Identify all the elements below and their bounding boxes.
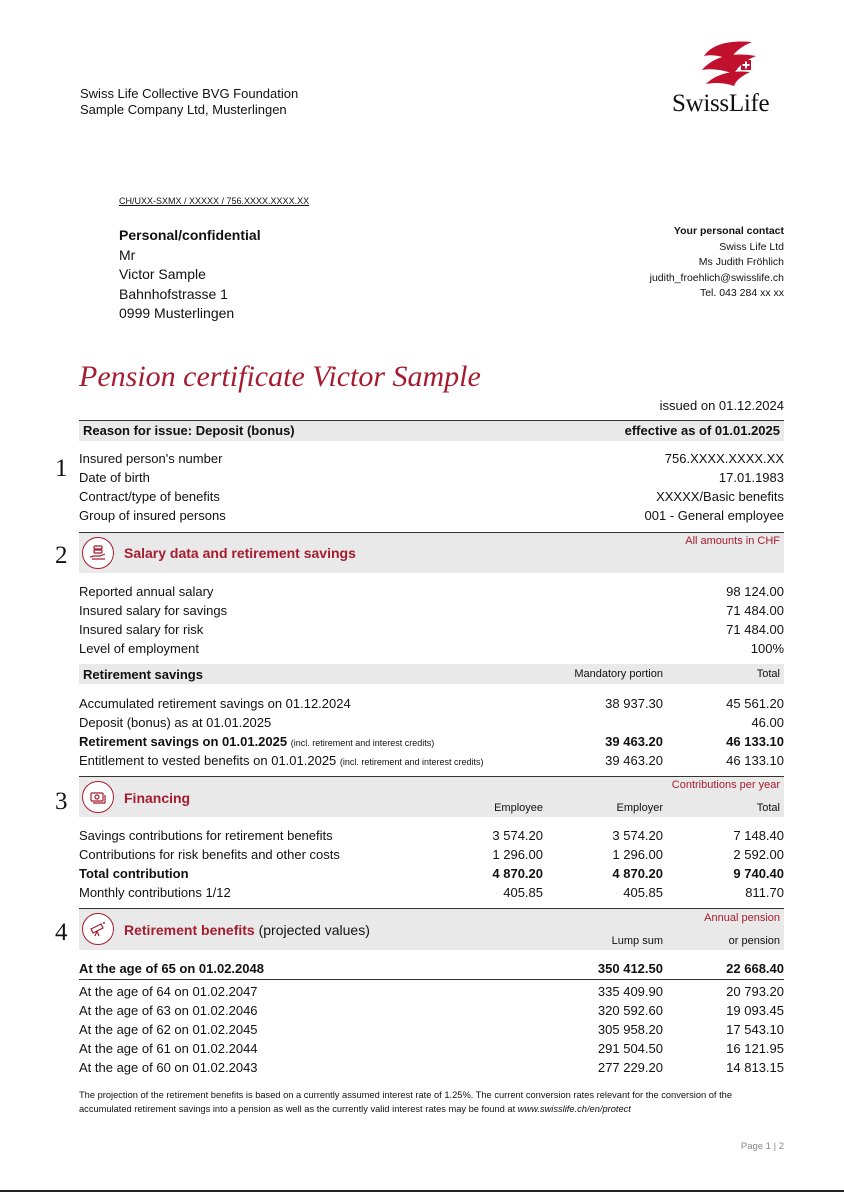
row-lump: 335 409.90 <box>597 984 663 999</box>
row-label-main: Retirement savings on 01.01.2025 <box>79 734 288 749</box>
contributions-note: Contributions per year <box>671 779 780 791</box>
financing-header <box>79 799 784 818</box>
sender-company: Sample Company Ltd, Musterlingen <box>80 102 287 117</box>
table-row <box>79 468 784 487</box>
recipient-name: Victor Sample <box>119 266 206 282</box>
section-number-3: 3 <box>55 788 68 815</box>
benefits-header <box>79 932 784 951</box>
recipient-street: Bahnhofstrasse 1 <box>119 285 228 302</box>
row-value: 71 484.00 <box>726 603 784 618</box>
col-total: Total <box>756 802 780 814</box>
row-value: 71 484.00 <box>726 622 784 637</box>
row-pension: 16 121.95 <box>726 1041 784 1056</box>
row-pension: 22 668.40 <box>726 961 784 976</box>
row-value: 001 - General employee <box>644 508 784 523</box>
col-employee: Employee <box>494 802 543 814</box>
footnote-link[interactable]: www.swisslife.ch/en/protect <box>517 1104 631 1114</box>
section-number-1: 1 <box>55 455 68 482</box>
benefits-title: Retirement benefits <box>124 922 255 938</box>
recipient-city: 0999 Musterlingen <box>119 305 235 321</box>
row-label: At the age of 62 on 01.02.2045 <box>79 1022 258 1037</box>
section-number-2: 2 <box>55 542 68 569</box>
row-mandatory: 38 937.30 <box>605 696 663 711</box>
swisslife-logo-mark <box>672 38 787 90</box>
table-row <box>79 1020 784 1039</box>
table-row <box>79 751 784 770</box>
row-label: Reported annual salary <box>79 584 214 599</box>
row-label: Total contribution <box>79 866 189 881</box>
footnote <box>79 1088 784 1116</box>
bottom-border <box>0 1190 844 1192</box>
row-label: At the age of 63 on 01.02.2046 <box>79 1003 258 1018</box>
row-label: Contract/type of benefits <box>79 489 220 504</box>
contact-heading: Your personal contact <box>673 225 784 237</box>
row-label-note: (incl. retirement and interest credits) <box>339 757 484 767</box>
recipient-address <box>119 226 261 324</box>
contact-company: Swiss Life Ltd <box>719 240 784 253</box>
row-employee: 405.85 <box>503 885 543 900</box>
savings-heading: Retirement savings <box>83 667 203 682</box>
table-row <box>79 982 784 1001</box>
row-label: Insured salary for savings <box>79 603 228 618</box>
row-employee: 1 296.00 <box>492 847 543 862</box>
col-employer: Employer <box>616 802 663 814</box>
contact-email[interactable]: judith_froehlich@swisslife.ch <box>649 271 784 284</box>
reason-row <box>79 421 784 440</box>
table-row <box>79 864 784 883</box>
row-label: Deposit (bonus) as at 01.01.2025 <box>79 715 272 730</box>
contact-phone: Tel. 043 284 xx xx <box>699 287 784 299</box>
row-label-main: Entitlement to vested benefits on 01.01.2025 <box>79 753 337 768</box>
table-row <box>79 959 784 978</box>
row-label: Insured person's number <box>79 451 223 466</box>
table-row <box>79 1001 784 1020</box>
row-value: 100% <box>750 641 784 656</box>
table-row <box>79 449 784 468</box>
table-row <box>79 883 784 902</box>
row-label: At the age of 60 on 01.02.2043 <box>79 1060 258 1075</box>
row-lump: 277 229.20 <box>597 1060 663 1075</box>
table-row <box>79 506 784 525</box>
row-total: 45 561.20 <box>726 696 784 711</box>
swisslife-logo <box>672 38 787 118</box>
footnote-text: The projection of the retirement benefits is based on a currently assumed interest rate of 1.25%. The current conversion rates relevant for the conversion of the accumulated retirement savings into a pension as well as the currently valid interest rates may be found at <box>79 1090 733 1114</box>
annual-pension-note: Annual pension <box>704 912 780 924</box>
section-number-4: 4 <box>55 919 68 946</box>
row-total: 46 133.10 <box>726 753 784 768</box>
row-total: 2 592.00 <box>733 847 784 862</box>
table-row <box>79 732 784 751</box>
sender-foundation: Swiss Life Collective BVG Foundation <box>80 86 299 101</box>
col-pension: or pension <box>728 935 780 947</box>
row-label: Date of birth <box>79 470 150 485</box>
personal-contact <box>650 224 784 302</box>
page-number: Page 1 | 2 <box>740 1141 784 1152</box>
logo-wordmark: SwissLife <box>672 90 770 117</box>
savings-header <box>79 665 784 684</box>
benefits-subtitle: (projected values) <box>258 922 370 938</box>
table-row <box>79 601 784 620</box>
row-label <box>79 751 483 772</box>
row-employer: 1 296.00 <box>612 847 663 862</box>
col-mandatory: Mandatory portion <box>574 668 663 680</box>
row-mandatory: 39 463.20 <box>605 753 663 768</box>
table-row <box>79 713 784 732</box>
row-total: 46 133.10 <box>726 734 784 749</box>
row-pension: 17 543.10 <box>726 1022 784 1037</box>
row-label: At the age of 64 on 01.02.2047 <box>79 984 258 999</box>
table-row <box>79 1039 784 1058</box>
row-employer: 3 574.20 <box>612 828 663 843</box>
table-row <box>79 487 784 506</box>
reference-number: CH/UXX-SXMX / XXXXX / 756.XXXX.XXXX.XX <box>119 196 310 206</box>
row-pension: 20 793.20 <box>726 984 784 999</box>
row-total: 46.00 <box>751 715 784 730</box>
row-total: 9 740.40 <box>733 866 784 881</box>
row-lump: 350 412.50 <box>597 961 663 976</box>
table-row <box>79 620 784 639</box>
col-total: Total <box>756 668 780 680</box>
row-label-note: (incl. retirement and interest credits) <box>290 738 435 748</box>
table-row <box>79 1058 784 1077</box>
row-label: At the age of 65 on 01.02.2048 <box>79 961 264 976</box>
row-mandatory: 39 463.20 <box>605 734 663 749</box>
contact-person: Ms Judith Fröhlich <box>698 256 784 268</box>
row-pension: 14 813.15 <box>726 1060 784 1075</box>
row-value: XXXXX/Basic benefits <box>656 489 784 504</box>
row-label: Level of employment <box>79 641 199 656</box>
table-row <box>79 582 784 601</box>
reason-label: Reason for issue: Deposit (bonus) <box>83 423 295 438</box>
row-lump: 320 592.60 <box>597 1003 663 1018</box>
row-label: Savings contributions for retirement benefits <box>79 828 333 843</box>
row-total: 811.70 <box>745 885 784 900</box>
row-employee: 4 870.20 <box>492 866 543 881</box>
issue-date: issued on 01.12.2024 <box>659 398 784 413</box>
row-label: Monthly contributions 1/12 <box>79 885 231 900</box>
row-label <box>79 732 434 753</box>
row-value: 756.XXXX.XXXX.XX <box>664 451 784 466</box>
row-label: Group of insured persons <box>79 508 226 523</box>
row-label: Insured salary for risk <box>79 622 204 637</box>
row-pension: 19 093.45 <box>726 1003 784 1018</box>
row-label: Accumulated retirement savings on 01.12.2024 <box>79 696 351 711</box>
effective-date: effective as of 01.01.2025 <box>624 423 780 438</box>
row-total: 7 148.40 <box>733 828 784 843</box>
table-row <box>79 694 784 713</box>
row-lump: 305 958.20 <box>597 1022 663 1037</box>
sender-block <box>80 86 298 118</box>
row-lump: 291 504.50 <box>597 1041 663 1056</box>
table-row <box>79 826 784 845</box>
row-employer: 405.85 <box>623 885 663 900</box>
row-employee: 3 574.20 <box>492 828 543 843</box>
table-row <box>79 639 784 658</box>
salary-section-title: Salary data and retirement savings <box>124 545 356 561</box>
row-label: At the age of 61 on 01.02.2044 <box>79 1041 258 1056</box>
divider <box>79 979 784 980</box>
document-title: Pension certificate Victor Sample <box>79 360 481 393</box>
amounts-note: All amounts in CHF <box>685 535 780 547</box>
table-row <box>79 845 784 864</box>
row-value: 98 124.00 <box>726 584 784 599</box>
col-lump-sum: Lump sum <box>611 935 663 947</box>
row-label: Contributions for risk benefits and other costs <box>79 847 340 862</box>
row-employer: 4 870.20 <box>612 866 663 881</box>
confidential-label: Personal/confidential <box>119 227 261 243</box>
row-value: 17.01.1983 <box>718 470 784 485</box>
money-hand-icon <box>82 537 114 569</box>
salutation: Mr <box>119 246 136 263</box>
financing-section-title: Financing <box>124 790 191 806</box>
